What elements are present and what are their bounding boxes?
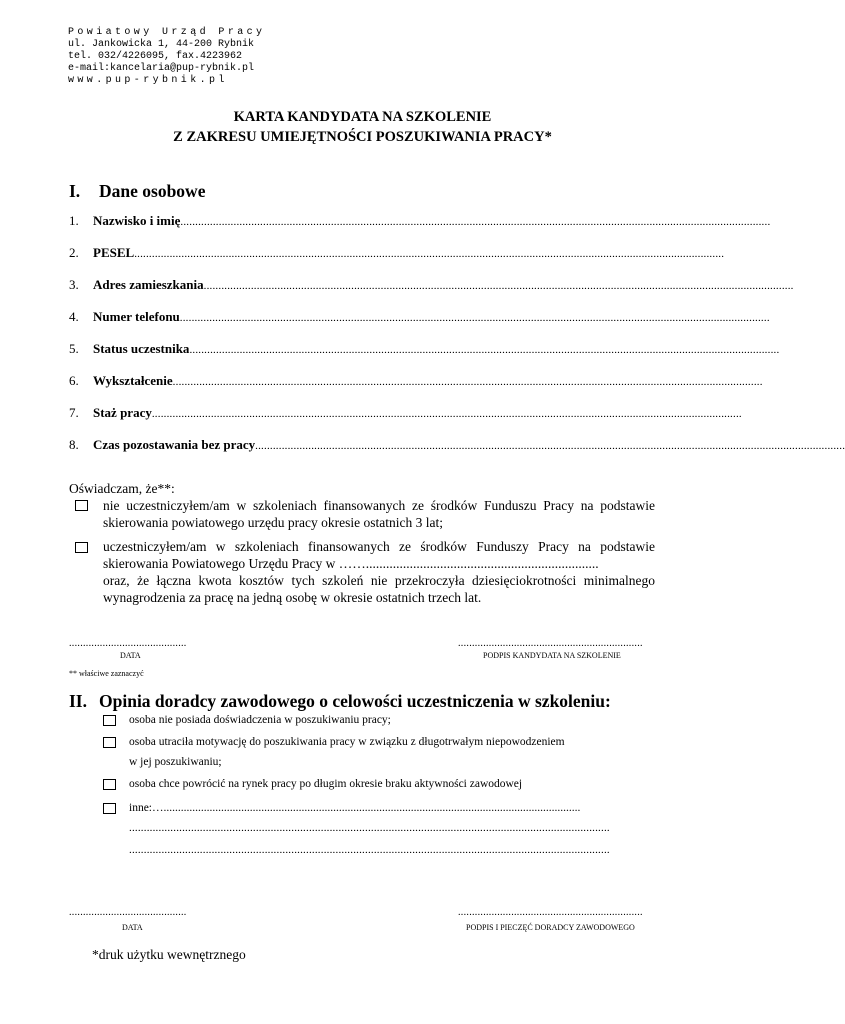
field-address[interactable] (69, 277, 794, 293)
opinion-option-other (129, 802, 580, 814)
field-number: 2. (69, 245, 79, 260)
field-dotted-line: ........................................................................................................................................................................................................ (203, 280, 794, 292)
office-name: Powiatowy Urząd Pracy (68, 27, 266, 38)
field-phone[interactable] (69, 309, 770, 325)
date-caption-2: DATA (122, 923, 143, 932)
signature-caption-2: PODPIS I PIECZĘĆ DORADCY ZAWODOWEGO (466, 923, 635, 932)
section-2-heading (69, 691, 611, 712)
field-dotted-line: ........................................................................................................................................................................................................ (255, 440, 845, 452)
date-line-1[interactable]: .......................................... (69, 638, 187, 649)
office-address: ul. Jankowicka 1, 44-200 Rybnik (68, 39, 255, 50)
internal-use-footnote: *druk użytku wewnętrznego (92, 947, 246, 962)
office-email: e-mail:kancelaria@pup-rybnik.pl (68, 63, 255, 74)
office-website: www.pup-rybnik.pl (68, 75, 228, 86)
field-unemployment-time[interactable] (69, 437, 845, 453)
field-dotted-line: ........................................................................................................................................................................................................ (134, 248, 725, 260)
office-header (68, 27, 265, 87)
declaration-checkbox-2[interactable] (75, 542, 88, 553)
field-number: 4. (69, 309, 79, 324)
field-number: 5. (69, 341, 79, 356)
opinion-checkbox-1[interactable] (103, 715, 116, 726)
opinion-other-line-2[interactable]: ................................................................................................................................................................... (129, 822, 610, 834)
field-status[interactable] (69, 341, 780, 357)
opinion-option-3: osoba chce powrócić na rynek pracy po długim okresie braku aktywności zawodowej (129, 778, 523, 790)
field-label: Staż pracy (93, 405, 152, 420)
field-education[interactable] (69, 373, 763, 389)
field-number: 3. (69, 277, 79, 292)
field-label: Status uczestnika (93, 341, 190, 356)
field-dotted-line: ........................................................................................................................................................................................................ (180, 216, 771, 228)
section-1-number: I. (69, 181, 81, 201)
opinion-other-dotted-line: ................................................................................................................................................. (163, 802, 581, 814)
signature-line-1[interactable]: .................................................................. (458, 638, 643, 649)
section-2-title: Opinia doradcy zawodowego o celowości uczestniczenia w szkoleniu: (99, 691, 611, 711)
field-work-experience[interactable] (69, 405, 742, 421)
field-label: Numer telefonu (93, 309, 180, 324)
opinion-option-2: osoba utraciła motywację do poszukiwania pracy w związku z długotrwałym niepowodzeniem (129, 736, 565, 748)
declaration-checkbox-1[interactable] (75, 500, 88, 511)
opinion-other-label: inne:… (129, 802, 164, 814)
opinion-checkbox-3[interactable] (103, 779, 116, 790)
field-label: Czas pozostawania bez pracy (93, 437, 256, 452)
declaration-option-2 (103, 538, 655, 606)
field-number: 1. (69, 213, 79, 228)
opinion-option-1: osoba nie posiada doświadczenia w poszukiwaniu pracy; (129, 714, 391, 726)
opinion-checkbox-other[interactable] (103, 803, 116, 814)
marking-note: ** właściwe zaznaczyć (69, 669, 144, 678)
date-line-2[interactable]: .......................................... (69, 907, 187, 918)
field-name[interactable] (69, 213, 771, 229)
declaration-option-1: nie uczestniczyłem/am w szkoleniach finansowanych ze środków Funduszu Pracy na podstawie skierowania powiatowego urzędu pracy okresie ostatnich 3 lat; (103, 498, 655, 530)
declaration-option-2-line-1: uczestniczyłem/am w szkoleniach finansowanych ze środków Funduszy Pracy na podstawie skierowania Powiatowego Urzędu Pracy w ……..................................................................... (103, 539, 655, 571)
field-dotted-line: ........................................................................................................................................................................................................ (179, 312, 770, 324)
opinion-other-line-3[interactable]: ................................................................................................................................................................... (129, 844, 610, 856)
field-number: 6. (69, 373, 79, 388)
section-2-number: II. (69, 691, 87, 711)
field-label: Wykształcenie (93, 373, 173, 388)
section-1-title: Dane osobowe (99, 181, 206, 201)
title-line-2: Z ZAKRESU UMIEJĘTNOŚCI POSZUKIWANIA PRACY* (173, 129, 552, 145)
office-phone: tel. 032/4226095, fax.4223962 (68, 51, 243, 62)
document-title (0, 107, 725, 147)
field-dotted-line: ........................................................................................................................................................................................................ (189, 344, 780, 356)
section-1-heading (69, 181, 205, 202)
field-dotted-line: ........................................................................................................................................................................................................ (172, 376, 763, 388)
opinion-checkbox-2[interactable] (103, 737, 116, 748)
signature-line-2[interactable]: .................................................................. (458, 907, 643, 918)
field-label: PESEL (93, 245, 135, 260)
declaration-option-2-line-2: oraz, że łączna kwota kosztów tych szkoleń nie przekroczyła dziesięciokrotności minimalnego wynagrodzenia za pracę na jedną osobę w okresie ostatnich trzech lat. (103, 573, 655, 605)
field-label: Adres zamieszkania (93, 277, 204, 292)
field-label: Nazwisko i imię (93, 213, 181, 228)
title-line-1: KARTA KANDYDATA NA SZKOLENIE (233, 109, 492, 125)
field-number: 8. (69, 437, 79, 452)
field-pesel[interactable] (69, 245, 725, 261)
field-number: 7. (69, 405, 79, 420)
signature-caption-1: PODPIS KANDYDATA NA SZKOLENIE (483, 651, 621, 660)
date-caption-1: DATA (120, 651, 141, 660)
field-dotted-line: ........................................................................................................................................................................................................ (151, 408, 742, 420)
opinion-option-2-continued: w jej poszukiwaniu; (129, 756, 222, 768)
declaration-intro: Oświadczam, że**: (69, 481, 175, 496)
